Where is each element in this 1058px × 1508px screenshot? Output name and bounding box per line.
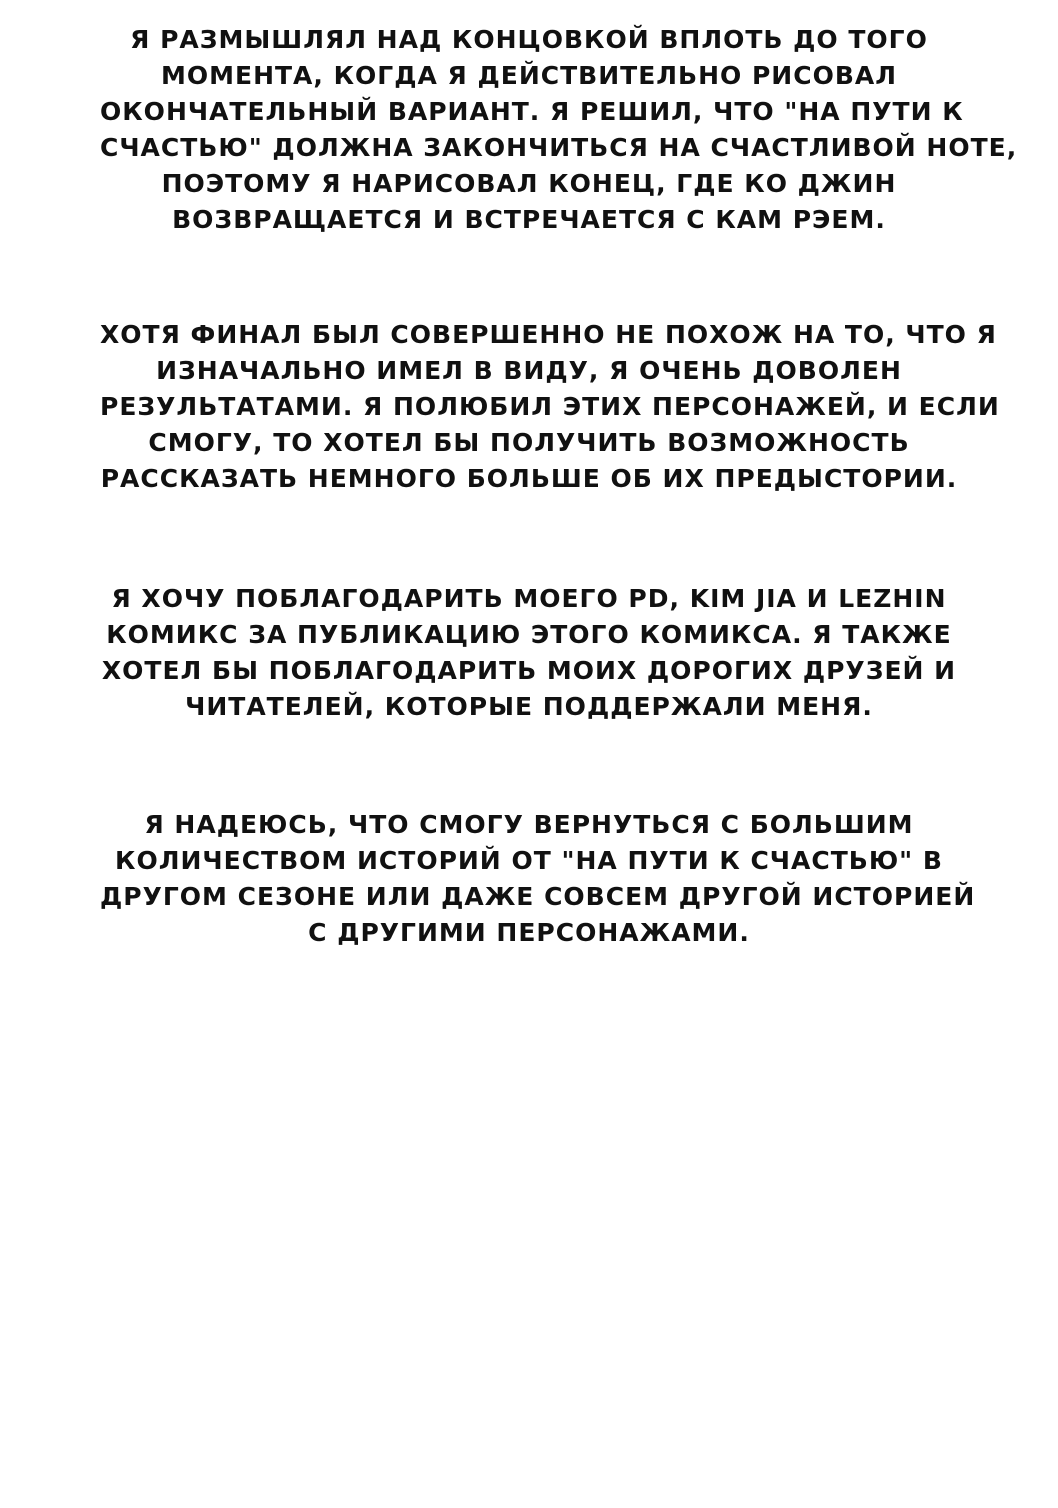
text-line: Я НАДЕЮСЬ, ЧТО СМОГУ ВЕРНУТЬСЯ С БОЛЬШИМ (144, 810, 914, 839)
text-line: ПОЭТОМУ Я НАРИСОВАЛ КОНЕЦ, ГДЕ КО ДЖИН (161, 169, 897, 198)
paragraph-future-hopes (100, 807, 976, 951)
text-line: С ДРУГИМИ ПЕРСОНАЖАМИ. (308, 918, 750, 947)
paragraph-ending-thoughts (100, 22, 1018, 238)
text-line: ХОТЯ ФИНАЛ БЫЛ СОВЕРШЕННО НЕ ПОХОЖ НА ТО, ЧТО Я (100, 320, 997, 349)
text-line: Я ХОЧУ ПОБЛАГОДАРИТЬ МОЕГО PD, KIM JIA И LEZHIN (111, 584, 947, 613)
paragraph-thanks (100, 581, 958, 725)
text-line: ДРУГОМ СЕЗОНЕ ИЛИ ДАЖЕ СОВСЕМ ДРУГОЙ ИСТОРИЕЙ (100, 882, 976, 911)
text-line: МОМЕНТА, КОГДА Я ДЕЙСТВИТЕЛЬНО РИСОВАЛ (161, 61, 897, 90)
text-line: КОМИКС ЗА ПУБЛИКАЦИЮ ЭТОГО КОМИКСА. Я ТАКЖЕ (106, 620, 952, 649)
text-line: ВОЗВРАЩАЕТСЯ И ВСТРЕЧАЕТСЯ С КАМ РЭЕМ. (172, 205, 886, 234)
text-line: РАССКАЗАТЬ НЕМНОГО БОЛЬШЕ ОБ ИХ ПРЕДЫСТОРИИ. (100, 464, 958, 493)
text-line: ОКОНЧАТЕЛЬНЫЙ ВАРИАНТ. Я РЕШИЛ, ЧТО "НА ПУТИ К (100, 97, 964, 126)
text-line: СЧАСТЬЮ" ДОЛЖНА ЗАКОНЧИТЬСЯ НА СЧАСТЛИВОЙ НОТЕ, (100, 133, 1018, 162)
text-line: Я РАЗМЫШЛЯЛ НАД КОНЦОВКОЙ ВПЛОТЬ ДО ТОГО (130, 25, 928, 54)
paragraph-satisfaction (100, 317, 1000, 497)
text-line: ХОТЕЛ БЫ ПОБЛАГОДАРИТЬ МОИХ ДОРОГИХ ДРУЗЕЙ И (101, 656, 957, 685)
text-line: РЕЗУЛЬТАТАМИ. Я ПОЛЮБИЛ ЭТИХ ПЕРСОНАЖЕЙ, И ЕСЛИ (100, 392, 1000, 421)
text-line: КОЛИЧЕСТВОМ ИСТОРИЙ ОТ "НА ПУТИ К СЧАСТЬЮ" В (115, 846, 943, 875)
text-line: ЧИТАТЕЛЕЙ, КОТОРЫЕ ПОДДЕРЖАЛИ МЕНЯ. (185, 692, 873, 721)
text-line: ИЗНАЧАЛЬНО ИМЕЛ В ВИДУ, Я ОЧЕНЬ ДОВОЛЕН (156, 356, 902, 385)
text-line: СМОГУ, ТО ХОТЕЛ БЫ ПОЛУЧИТЬ ВОЗМОЖНОСТЬ (148, 428, 910, 457)
